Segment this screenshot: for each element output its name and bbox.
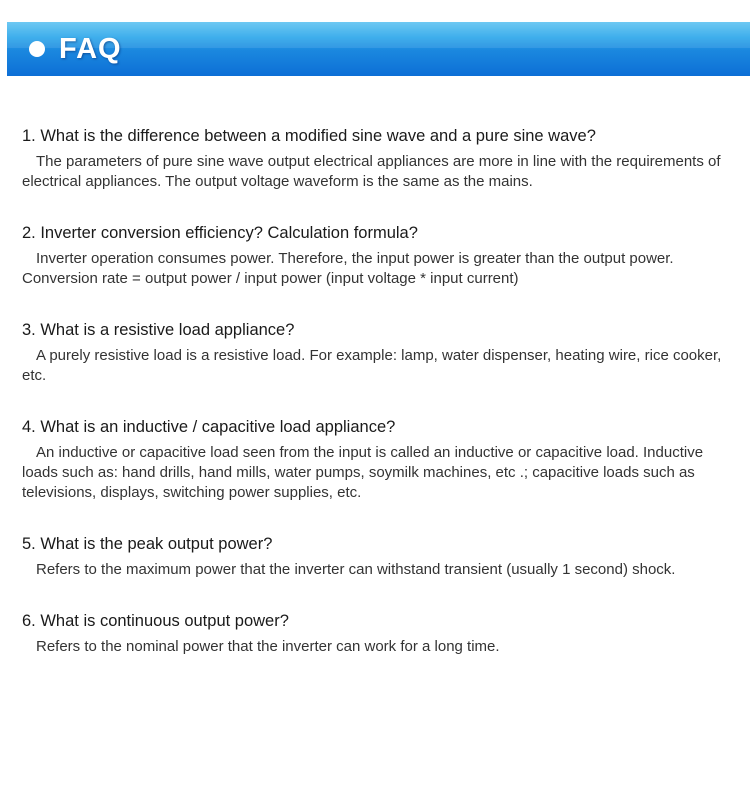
faq-question-1: 1. What is the difference between a modified sine wave and a pure sine wave?: [22, 127, 596, 145]
faq-item-6: [22, 611, 732, 657]
faq-answer-3: A purely resistive load is a resistive load. For example: lamp, water dispenser, heating wire, rice cooker, etc.: [22, 347, 722, 384]
faq-question-5: 5. What is the peak output power?: [22, 535, 273, 553]
faq-list: [22, 126, 732, 688]
faq-header-banner: [7, 22, 750, 76]
faq-question-4: 4. What is an inductive / capacitive load appliance?: [22, 418, 396, 436]
faq-item-3: [22, 320, 732, 386]
faq-item-2: [22, 223, 732, 289]
faq-answer-5: Refers to the maximum power that the inverter can withstand transient (usually 1 second) shock.: [36, 561, 676, 578]
faq-item-5: [22, 534, 732, 580]
faq-item-1: [22, 126, 732, 192]
faq-answer-2: Inverter operation consumes power. Therefore, the input power is greater than the output power. Conversion rate = output power / input power (input voltage * input current): [22, 250, 674, 287]
page-title: FAQ: [59, 33, 122, 65]
faq-answer-4: An inductive or capacitive load seen from the input is called an inductive or capacitive load. Inductive loads such as: hand drills, hand mills, water pumps, soymilk machines, etc .; capacitive loads such as televisions, displays, switching power supplies, etc.: [22, 444, 704, 501]
faq-answer-6: Refers to the nominal power that the inverter can work for a long time.: [36, 638, 500, 655]
faq-question-3: 3. What is a resistive load appliance?: [22, 321, 295, 339]
faq-question-6: 6. What is continuous output power?: [22, 612, 289, 630]
faq-answer-1: The parameters of pure sine wave output electrical appliances are more in line with the requirements of electrical appliances. The output voltage waveform is the same as the mains.: [22, 153, 721, 190]
bullet-dot-icon: [29, 41, 45, 57]
faq-question-2: 2. Inverter conversion efficiency? Calculation formula?: [22, 224, 418, 242]
faq-item-4: [22, 417, 732, 503]
